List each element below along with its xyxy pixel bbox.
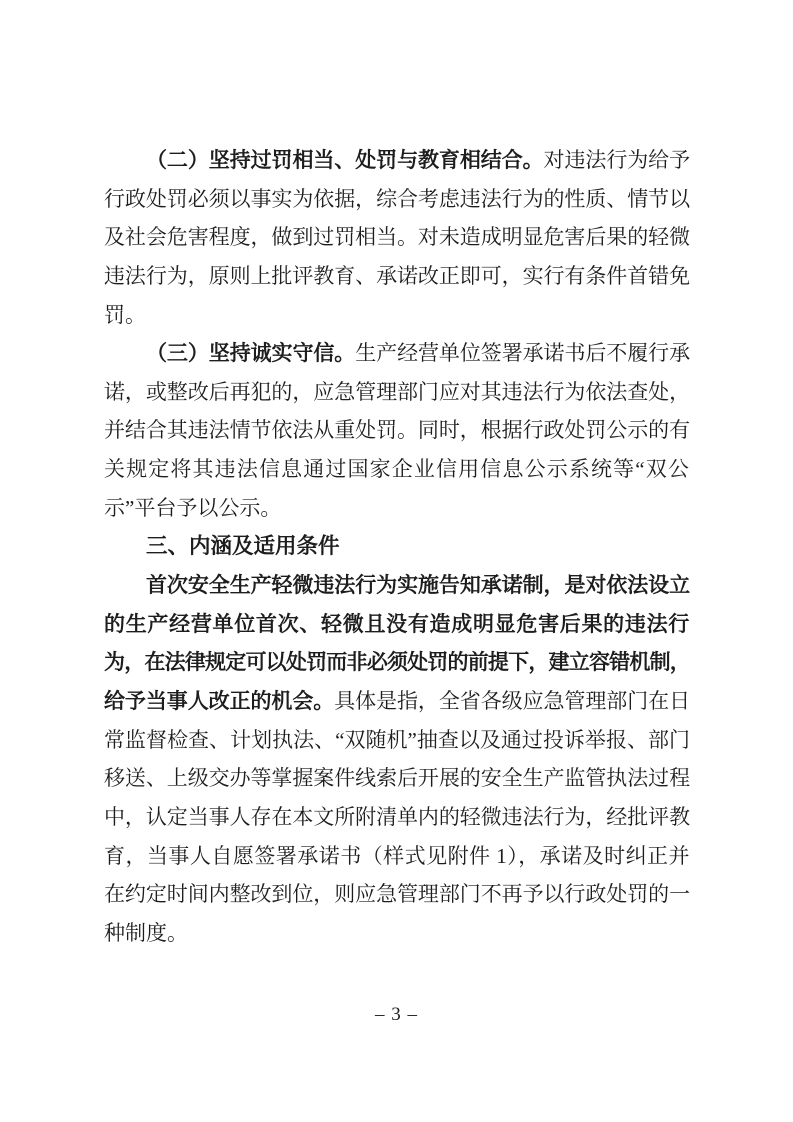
text-run: 具体是指，全省各级应急管理部门在日 [334,688,691,713]
bold-text-run: 首次安全生产轻微违法行为实施告知承诺制，是对依法设立 [146,573,690,598]
text-line [104,296,690,335]
text-line-content [104,612,690,636]
text-line [104,605,690,644]
text-line [104,798,690,837]
text-line-content [104,766,690,790]
bold-text-run: 的生产经营单位首次、轻微且没有造成明显危害后果的违法行 [104,611,690,636]
bold-text-run: 给予当事人改正的机会。 [104,688,335,713]
page-number: – 3 – [375,1004,418,1025]
text-run: 对违法行为给予 [543,148,691,172]
text-line-content [104,380,690,404]
text-line-content [104,457,690,481]
text-line-content [104,921,188,945]
text-run: 及社会危害程度，做到过罚相当。对未造成明显危害后果的轻微 [104,225,690,250]
text-line [104,218,690,257]
text-line [104,721,690,760]
text-line [104,643,690,682]
text-run: 种制度。 [104,920,188,945]
text-line-content [104,844,690,868]
bold-text-run: （三）坚持诚实守信。 [146,341,356,366]
text-line-content [104,728,690,752]
text-line [104,759,690,798]
text-line [104,411,690,450]
text-run: 违法行为，原则上批评教育、承诺改正即可，实行有条件首错免 [104,263,690,288]
text-line [104,257,690,296]
text-line [104,141,690,180]
text-line-content [104,225,690,249]
text-line-content [146,534,340,558]
text-run: 生产经营单位签署承诺书后不履行承 [355,341,691,366]
text-line-content [104,187,690,211]
text-line [104,180,690,219]
text-line [104,682,690,721]
document-body [104,141,690,952]
text-run: 示”平台予以公示。 [104,495,282,520]
bold-text-run: （二）坚持过罚相当、处罚与教育相结合。 [146,148,544,172]
text-run: 常监督检查、计划执法、“双随机”抽查以及通过投诉举报、部门 [104,727,690,752]
text-line [104,334,690,373]
text-line [104,837,690,876]
bold-text-run: 为，在法律规定可以处罚而非必须处罚的前提下，建立容错机制， [104,650,690,675]
text-line-content [104,303,146,327]
text-run: 关规定将其违法信息通过国家企业信用信息公示系统等“双公 [104,457,690,482]
bold-text-run: 三、内涵及适用条件 [146,534,340,559]
section-heading [104,527,690,566]
text-line-content [104,805,690,829]
text-run: 育，当事人自愿签署承诺书（样式见附件 1），承诺及时纠正并 [104,843,690,868]
text-run: 行政处罚必须以事实为依据，综合考虑违法行为的性质、情节以 [104,186,690,211]
text-line-content [104,650,690,674]
text-run: 移送、上级交办等掌握案件线索后开展的安全生产监管执法过程 [104,766,690,791]
text-line [104,373,690,412]
text-line [104,875,690,914]
text-line-content [146,148,690,172]
text-run: 中，认定当事人存在本文所附清单内的轻微违法行为，经批评教 [104,804,690,829]
text-line [104,566,690,605]
text-run: 并结合其违法情节依法从重处罚。同时，根据行政处罚公示的有 [104,418,690,443]
text-line-content [104,882,690,906]
text-line-content [104,496,281,520]
text-run: 罚。 [104,302,146,327]
text-run: 诺，或整改后再犯的，应急管理部门应对其违法行为依法查处， [104,379,690,404]
text-line-content [104,264,690,288]
text-line-content [104,689,690,713]
text-line-content [146,341,690,365]
text-line-content [146,573,690,597]
text-line [104,489,690,528]
text-line [104,914,690,953]
text-line-content [104,418,690,442]
text-line [104,450,690,489]
text-run: 在约定时间内整改到位，则应急管理部门不再予以行政处罚的一 [104,882,690,907]
